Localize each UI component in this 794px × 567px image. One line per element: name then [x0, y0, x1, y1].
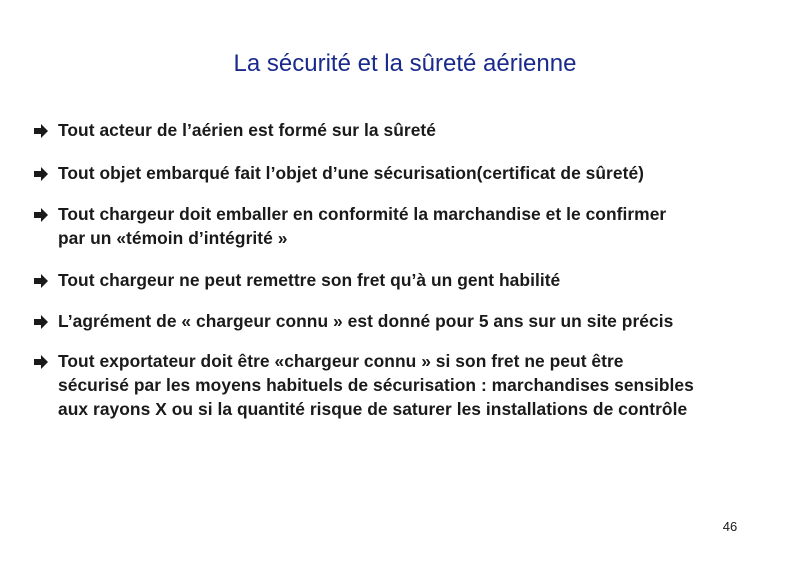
bullet-text: Tout acteur de l’aérien est formé sur la sûreté [58, 120, 436, 140]
bullet-text: Tout objet embarqué fait l’objet d’une sécurisation(certificat de sûreté) [58, 163, 645, 183]
page-number: 46 [722, 519, 738, 534]
bullet-text: L’agrément de « chargeur connu » est donné pour 5 ans sur un site précis [58, 311, 674, 331]
right-arrow-icon [32, 271, 50, 291]
right-arrow-icon [32, 164, 50, 184]
bullet-text: Tout chargeur ne peut remettre son fret qu’à un gent habilité [58, 270, 561, 290]
bullet-item [32, 309, 673, 333]
bullet-item [32, 161, 644, 185]
right-arrow-icon [32, 352, 50, 372]
slide-title: La sécurité et la sûreté aérienne [233, 50, 577, 77]
bullet-line: Tout chargeur doit emballer en conformité la marchandise et le confirmer [58, 204, 667, 224]
bullet-line: sécurisé par les moyens habituels de sécurisation : marchandises sensibles [58, 375, 694, 395]
bullet-item [32, 118, 436, 142]
right-arrow-icon [32, 121, 50, 141]
bullet-text [58, 349, 694, 421]
bullet-item [32, 202, 666, 250]
right-arrow-icon [32, 312, 50, 332]
bullet-line: par un «témoin d’intégrité » [58, 228, 288, 248]
bullet-item [32, 349, 694, 421]
bullet-text [58, 202, 666, 250]
bullet-line: aux rayons X ou si la quantité risque de saturer les installations de contrôle [58, 399, 688, 419]
bullet-item [32, 268, 560, 292]
right-arrow-icon [32, 205, 50, 225]
bullet-line: Tout exportateur doit être «chargeur connu » si son fret ne peut être [58, 351, 624, 371]
